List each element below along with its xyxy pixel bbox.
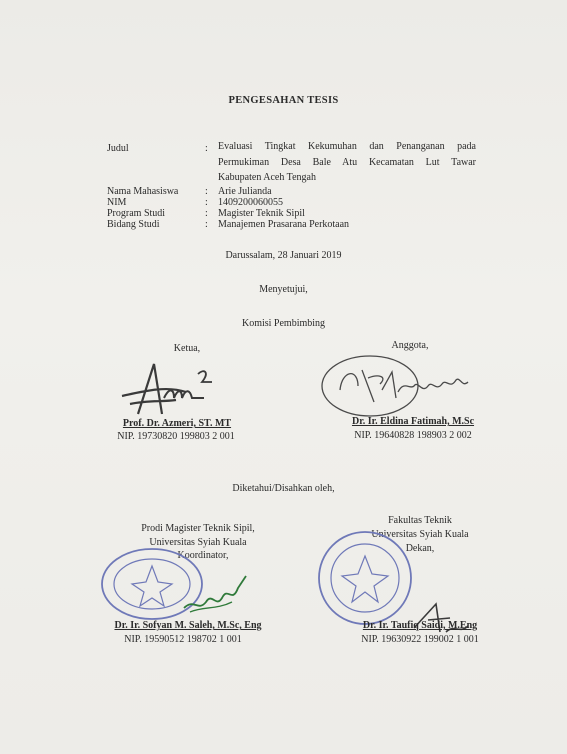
- document-title: PENGESAHAN TESIS: [228, 95, 339, 106]
- fakultas-role: Dekan,: [405, 543, 435, 554]
- value-nim: 1409200060055: [218, 197, 283, 208]
- label-nama: Nama Mahasiswa: [107, 186, 179, 197]
- date-line: Darussalam, 28 Januari 2019: [225, 250, 342, 261]
- ketua-role: Ketua,: [173, 343, 201, 354]
- ketua-signature: [108, 356, 228, 418]
- judul-line-1: Evaluasi Tingkat Kekumuhan dan Penanganan pada: [218, 141, 476, 152]
- fakultas-nip: NIP. 19630922 199002 1 001: [361, 634, 479, 645]
- anggota-role: Anggota,: [391, 340, 429, 351]
- anggota-signature: [318, 350, 478, 420]
- approval-text: Menyetujui,: [259, 284, 308, 295]
- label-judul: Judul: [107, 143, 129, 154]
- colon: :: [205, 219, 208, 230]
- label-bidang: Bidang Studi: [107, 219, 160, 230]
- label-nim: NIM: [107, 197, 127, 208]
- colon: :: [205, 186, 208, 197]
- prodi-line-2: Universitas Syiah Kuala: [149, 537, 247, 548]
- judul-line-2: Permukiman Desa Bale Atu Kecamatan Lut Tawar: [218, 157, 476, 168]
- prodi-line-1: Prodi Magister Teknik Sipil,: [141, 523, 255, 534]
- committee-heading: Komisi Pembimbing: [241, 318, 326, 329]
- ketua-nip: NIP. 19730820 199803 2 001: [117, 431, 235, 442]
- prodi-nip: NIP. 19590512 198702 1 001: [124, 634, 242, 645]
- prodi-role: Koordinator,: [177, 550, 229, 561]
- colon: :: [205, 143, 208, 154]
- judul-line-3: Kabupaten Aceh Tengah: [218, 172, 316, 183]
- fakultas-line-2: Universitas Syiah Kuala: [371, 529, 469, 540]
- anggota-nip: NIP. 19640828 198903 2 002: [354, 430, 472, 441]
- fakultas-name: Dr. Ir. Taufiq Saidi, M.Eng: [362, 620, 478, 631]
- prodi-name: Dr. Ir. Sofyan M. Saleh, M.Sc, Eng: [114, 620, 262, 631]
- label-prodi: Program Studi: [107, 208, 166, 219]
- fakultas-stamp: [310, 530, 420, 625]
- value-nama: Arie Julianda: [218, 186, 272, 197]
- known-by-text: Diketahui/Disahkan oleh,: [232, 483, 335, 494]
- ketua-name: Prof. Dr. Azmeri, ST. MT: [122, 418, 232, 429]
- colon: :: [205, 208, 208, 219]
- colon: :: [205, 197, 208, 208]
- anggota-name: Dr. Ir. Eldina Fatimah, M.Sc: [351, 416, 475, 427]
- prodi-signature: [180, 568, 250, 618]
- fakultas-line-1: Fakultas Teknik: [388, 515, 452, 526]
- fakultas-signature: [410, 598, 480, 638]
- value-prodi: Magister Teknik Sipil: [218, 208, 305, 219]
- value-bidang: Manajemen Prasarana Perkotaan: [218, 219, 350, 230]
